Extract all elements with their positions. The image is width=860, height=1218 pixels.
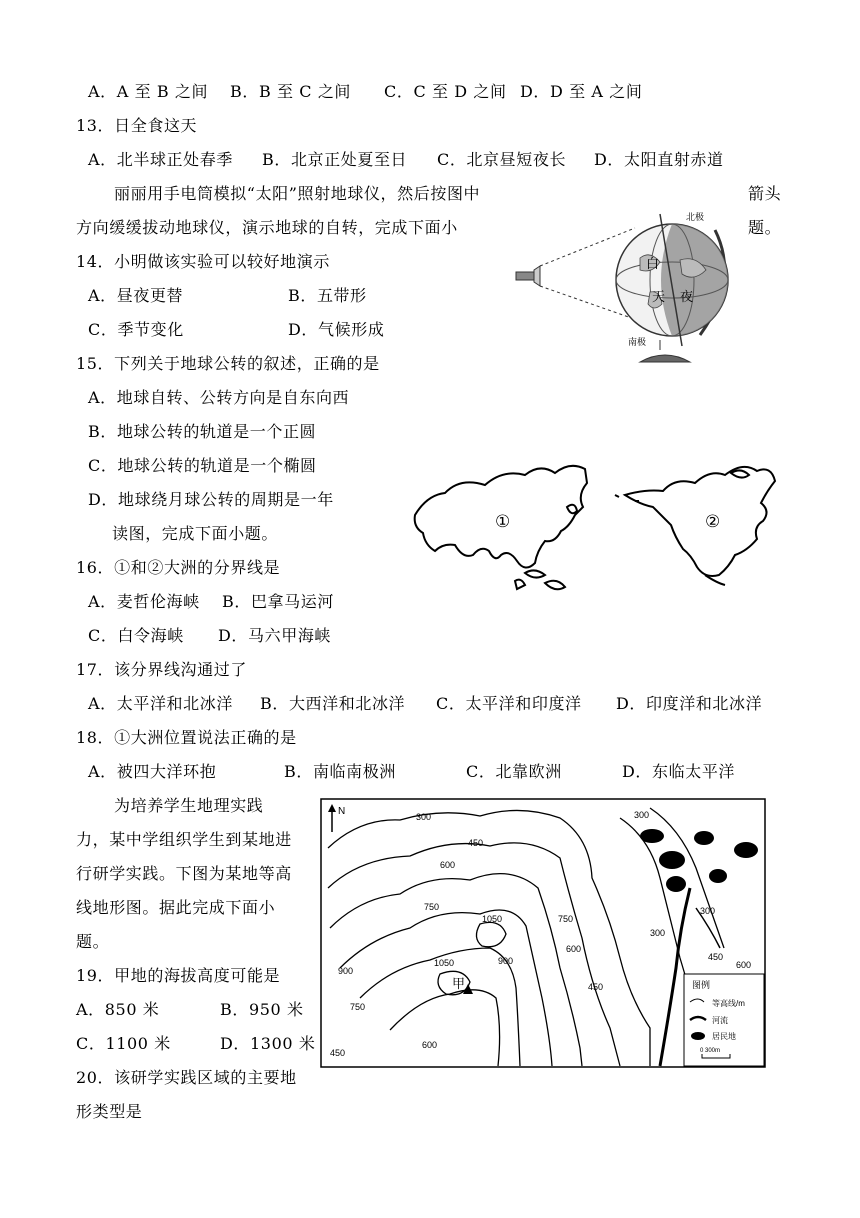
q17-option-c: C．太平洋和印度洋 (436, 694, 582, 713)
q12-option-a: A．A 至 B 之间 (88, 82, 209, 101)
legend-title: 图例 (692, 980, 711, 990)
globe-intro-line2-end: 题。 (748, 218, 782, 237)
q18-option-b: B．南临南极洲 (284, 762, 396, 781)
globe-day-label: 白 (646, 257, 660, 272)
contour-label: 450 (330, 1048, 346, 1058)
q15-stem: 15．下列关于地球公转的叙述，正确的是 (76, 354, 380, 373)
map-intro: 读图，完成下面小题。 (112, 524, 279, 543)
contour-label: 900 (338, 966, 354, 976)
q13-option-c: C．北京昼短夜长 (437, 150, 567, 169)
q17-option-a: A．太平洋和北冰洋 (88, 694, 233, 713)
contour-intro-line2: 力，某中学组织学生到某地进 (76, 830, 292, 849)
contour-intro-line4: 线地形图。据此完成下面小 (76, 898, 276, 917)
north-america-outline (625, 467, 775, 576)
q15-option-c: C．地球公转的轨道是一个椭圆 (88, 456, 317, 475)
q14-stem: 14．小明做该实验可以较好地演示 (76, 252, 330, 271)
globe-intro-line1: 丽丽用手电筒模拟“太阳”照射地球仪，然后按图中 (114, 184, 481, 203)
q16-option-b: B．巴拿马运河 (222, 592, 334, 611)
q13-option-d: D．太阳直射赤道 (594, 150, 724, 169)
q12-option-b: B．B 至 C 之间 (230, 82, 352, 101)
legend-scale-label: 0 300m (700, 1048, 721, 1054)
continent-label-2: ② (705, 512, 721, 532)
peak-label: 甲 (452, 977, 466, 992)
contour-label: 450 (708, 952, 724, 962)
q16-option-d: D．马六甲海峡 (218, 626, 332, 645)
q13-stem: 13．日全食这天 (76, 116, 198, 135)
contour-label: 600 (566, 944, 582, 954)
globe-intro-line1-end: 箭头 (748, 184, 782, 203)
q20-stem-line1: 20．该研学实践区域的主要地 (76, 1068, 297, 1087)
contour-map-figure (320, 798, 766, 1068)
globe-night-label: 夜 (680, 290, 694, 305)
q17-option-b: B．大西洋和北冰洋 (260, 694, 406, 713)
contour-label: 300 (700, 906, 716, 916)
q16-option-c: C．白令海峡 (88, 626, 184, 645)
q17-option-d: D．印度洋和北冰洋 (616, 694, 763, 713)
q18-option-c: C．北靠欧洲 (466, 762, 562, 781)
contour-label: 600 (422, 1040, 438, 1050)
q14-option-a: A．昼夜更替 (88, 286, 184, 305)
contour-label: 300 (416, 812, 432, 822)
globe-south-label: 南极 (628, 337, 647, 347)
continent-map-figure (405, 455, 785, 605)
q13-option-a: A．北半球正处春季 (88, 150, 233, 169)
globe-intro-line2: 方向缓缓拔动地球仪，演示地球的自转，完成下面小 (76, 218, 458, 237)
contour-intro-line5: 题。 (76, 932, 110, 951)
q18-stem: 18．①大洲位置说法正确的是 (76, 728, 297, 747)
contour-label: 300 (634, 810, 650, 820)
contour-intro-line1: 为培养学生地理实践 (114, 796, 264, 815)
contour-label: 1050 (434, 958, 455, 968)
contour-label: 750 (350, 1002, 366, 1012)
north-arrow-label: N (338, 806, 346, 817)
q20-stem-line2: 形类型是 (76, 1102, 143, 1121)
q14-option-b: B．五带形 (288, 286, 367, 305)
q14-option-d: D．气候形成 (288, 320, 385, 339)
q12-option-c: C．C 至 D 之间 (384, 82, 507, 101)
q16-option-a: A．麦哲伦海峡 (88, 592, 200, 611)
q19-stem: 19．甲地的海拔高度可能是 (76, 966, 281, 985)
q19-option-b: B．950 米 (220, 1000, 304, 1019)
q18-option-a: A．被四大洋环抱 (88, 762, 217, 781)
q15-option-a: A．地球自转、公转方向是自东向西 (88, 388, 350, 407)
contour-label: 450 (588, 982, 604, 992)
contour-label: 600 (440, 860, 456, 870)
globe-figure (510, 200, 745, 375)
globe-north-label: 北极 (686, 212, 705, 222)
contour-label: 1050 (482, 914, 503, 924)
q16-stem: 16．①和②大洲的分界线是 (76, 558, 281, 577)
q15-option-d: D．地球绕月球公转的周期是一年 (88, 490, 334, 509)
q12-option-d: D．D 至 A 之间 (520, 82, 643, 101)
q13-option-b: B．北京正处夏至日 (262, 150, 408, 169)
q19-option-a: A．850 米 (76, 1000, 160, 1019)
contour-label: 750 (424, 902, 440, 912)
continent-label-1: ① (495, 512, 511, 532)
legend-settlement-label: 居民地 (712, 1032, 736, 1041)
q19-option-c: C．1100 米 (76, 1034, 171, 1053)
contour-label: 600 (736, 960, 752, 970)
legend-contour-label: 等高线/m (712, 999, 745, 1008)
q17-stem: 17．该分界线沟通过了 (76, 660, 247, 679)
contour-intro-line3: 行研学实践。下图为某地等高 (76, 864, 292, 883)
contour-label: 750 (558, 914, 574, 924)
q19-option-d: D．1300 米 (220, 1034, 316, 1053)
contour-label: 900 (498, 956, 514, 966)
map-legend (684, 974, 764, 1066)
q15-option-b: B．地球公转的轨道是一个正圆 (88, 422, 317, 441)
globe-day2-label: 天 (652, 290, 666, 305)
q18-option-d: D．东临太平洋 (622, 762, 736, 781)
contour-label: 300 (650, 928, 666, 938)
legend-river-label: 河流 (712, 1016, 728, 1025)
q14-option-c: C．季节变化 (88, 320, 184, 339)
contour-label: 450 (468, 838, 484, 848)
